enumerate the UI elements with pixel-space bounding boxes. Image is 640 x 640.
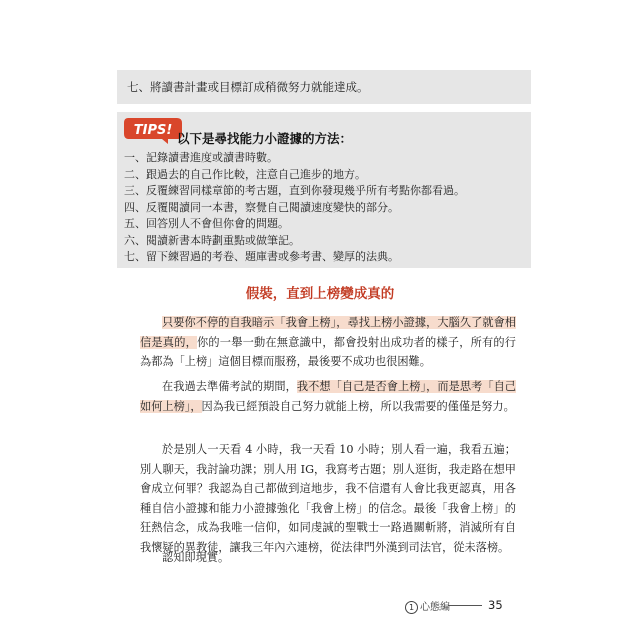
paragraph-4: 認知即現實。 [162,551,230,564]
tips-badge-bubble-icon [122,115,184,145]
section-title: 假裝，直到上榜變成真的 [245,286,395,302]
tips-list [124,150,524,266]
chapter-title: 心態編 [420,602,450,613]
tips-badge [122,115,184,145]
paragraph-1 [140,313,516,372]
list-item: 七、留下練習過的考卷、題庫書或參考書、變厚的法典。 [124,250,399,263]
list-item: 五、回答別人不會但你會的問題。 [124,217,289,230]
footer-divider [448,605,482,606]
paragraph-2-highlight: 我不想「自己是否會上榜」，而是思考「自己如何上榜」， [140,380,516,413]
paragraph-1-highlight: 只要你不停的自我暗示「我會上榜」，尋找上榜小證據，大腦久了就會相信是真的， [140,316,516,349]
chapter-number: 1 [405,601,418,614]
tip-item-seven-text: 七、將讀書計畫或目標訂成稍微努力就能達成。 [127,80,369,94]
list-item: 三、反覆練習同樣章節的考古題，直到你發現幾乎所有考點你都看過。 [124,184,465,197]
paragraph-3: 於是別人一天看 4 小時，我一天看 10 小時；別人看一遍，我看五遍；別人聊天，我討論功課；別人用 IG，我寫考古題；別人逛街，我走路在想甲會成立何罪？我認為自己都做到這地步，我不信還有人會比我更認真，用各種自信小證據和能力小證據強化「我會上榜」的信念。最後「我會上榜」的狂熱信念，成為我唯一信仰，如同虔誠的聖戰士一路過關斬將，消滅所有自我懷疑的異教徒，讓我三年內六連榜，從法律門外漢到司法官，從未落榜。 [140,443,516,554]
list-item: 四、反覆閱讀同一本書，察覺自己閱讀速度變快的部分。 [124,200,399,214]
paragraph-1-rest: 你的一舉一動在無意識中，都會投射出成功者的樣子，所有的行為都為「上榜」這個目標而服務，最後要不成功也很困難。 [140,335,516,368]
tips-heading: 以下是尋找能力小證據的方法： [177,131,353,146]
paragraph-2-after: 因為我已經預設自己努力就能上榜，所以我需要的僅僅是努力。 [201,399,515,413]
list-item: 二、跟過去的自己作比較，注意自己進步的地方。 [124,167,366,181]
list-item: 一、記錄讀書進度或讀書時數。 [124,151,278,164]
tip-item-seven-box [117,70,531,104]
list-item: 六、閱讀新書本時劃重點或做筆記。 [124,233,300,247]
paragraph-2 [140,377,516,416]
tips-badge-label: TIPS! [133,123,173,138]
page-number: 35 [488,598,503,612]
paragraph-2-before: 在我過去準備考試的期間， [162,380,297,393]
page-footer [405,598,525,614]
